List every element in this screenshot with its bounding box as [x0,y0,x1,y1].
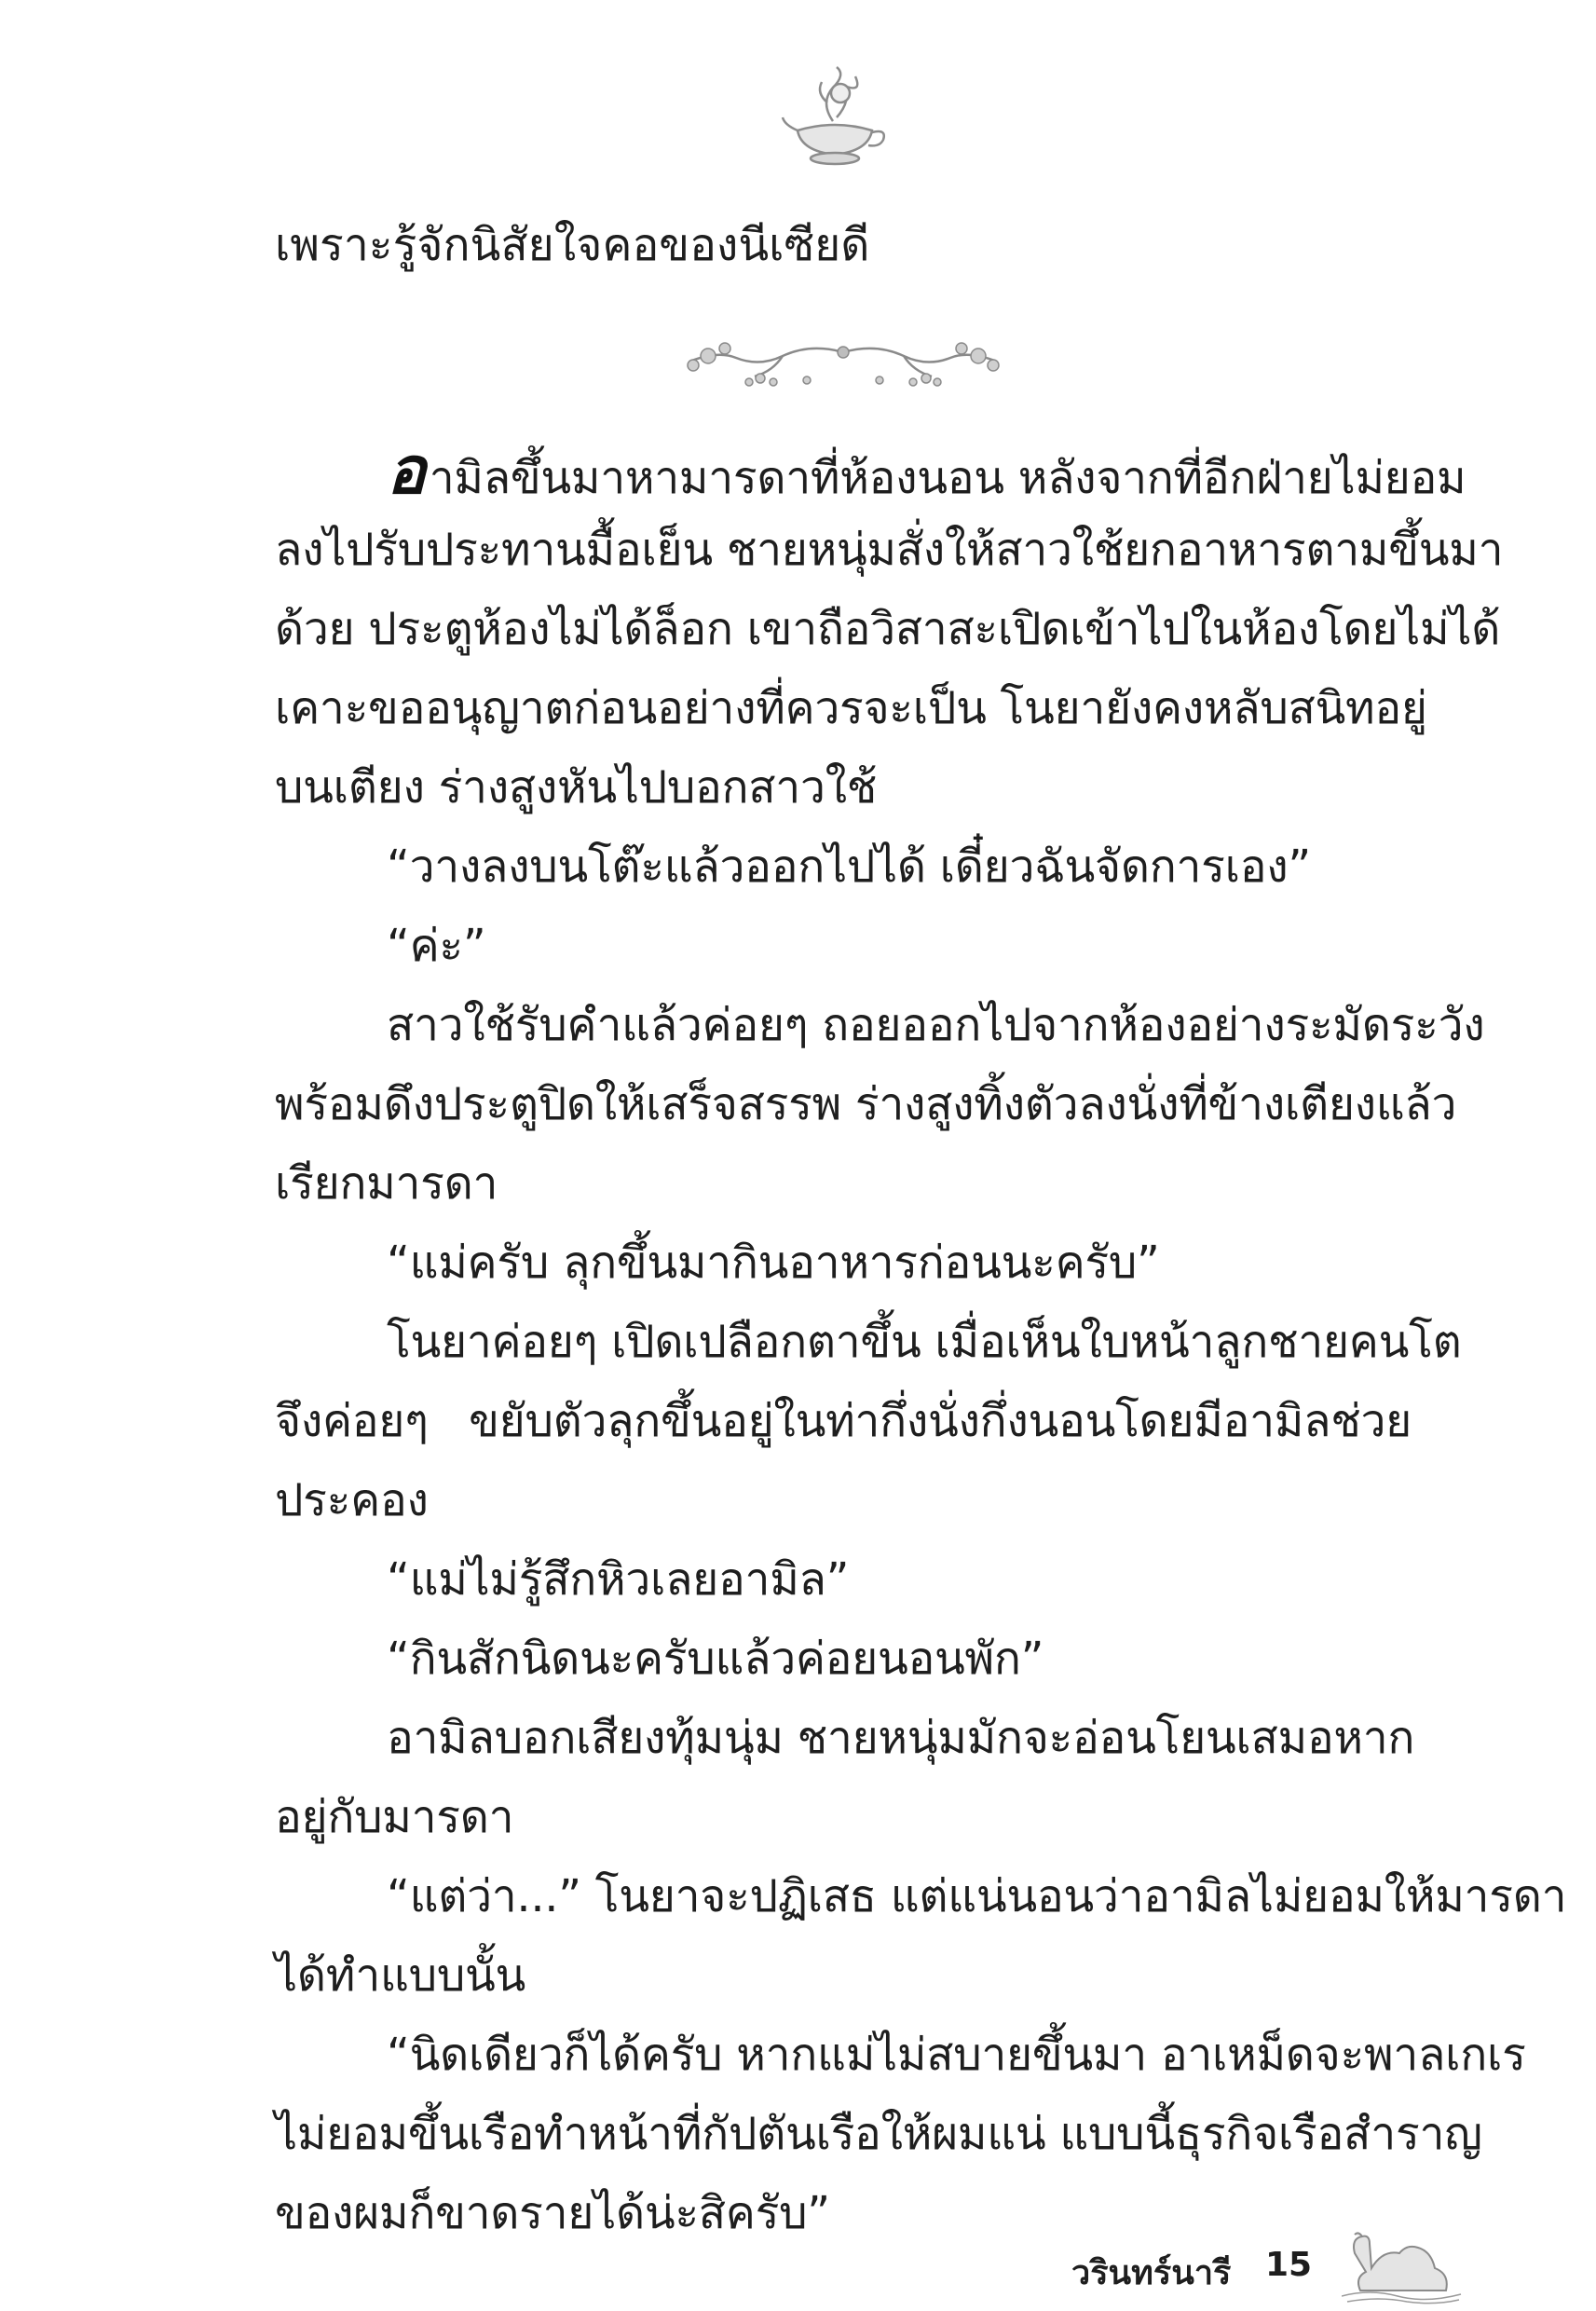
text-line: ได้ทำแบบนั้น [275,1949,526,2002]
text-line: ไม่ยอมขึ้นเรือทำหน้าที่กัปตันเรือให้ผมแน่ แบบนี้ธุรกิจเรือสำราญ [275,2108,1482,2160]
text-line: โนยาค่อยๆ เปิดเปลือกตาขึ้น เมื่อเห็นใบหน้าลูกชายคนโต [387,1316,1462,1368]
text-line: สาวใช้รับคำแล้วค่อยๆ ถอยออกไปจากห้องอย่างระมัดระวัง [387,999,1485,1051]
text-line: ของผมก็ขาดรายได้น่ะสิครับ” [275,2187,830,2239]
dialogue-line: “กินสักนิดนะครับแล้วค่อยนอนพัก” [387,1633,1044,1685]
floral-divider-icon [671,324,1016,399]
text-line: ประคอง [275,1474,429,1526]
book-title: วรินทร์นารี [1071,2254,1232,2292]
intro-line: เพราะรู้จักนิสัยใจคอของนีเซียดี [275,219,870,271]
text-line: เรียกมารดา [275,1157,498,1210]
text-line: อามิลขึ้นมาหามารดาที่ห้องนอน หลังจากที่อีกฝ่ายไม่ยอม [387,432,1466,509]
camel-icon [1342,2216,1463,2305]
dialogue-line: “วางลงบนโต๊ะแล้วออกไปได้ เดี๋ยวฉันจัดการเอง” [387,841,1311,893]
dialogue-line: “แม่ครับ ลุกขึ้นมากินอาหารก่อนนะครับ” [387,1237,1160,1289]
dialogue-line: “ค่ะ” [387,920,486,972]
page-number: 15 [1265,2246,1313,2284]
text-line: จึงค่อยๆ ขยับตัวลุกขึ้นอยู่ในท่ากึ่งนั่งกึ่งนอนโดยมีอามิลช่วย [275,1395,1412,1447]
text-line: อามิลบอกเสียงทุ้มนุ่ม ชายหนุ่มมักจะอ่อนโยนเสมอหาก [387,1712,1415,1764]
dialogue-line: “นิดเดียวก็ได้ครับ หากแม่ไม่สบายขึ้นมา อาเหม็ดจะพาลเกเร [387,2029,1526,2081]
text-line: ลงไปรับประทานมื้อเย็น ชายหนุ่มสั่งให้สาวใช้ยกอาหารตามขึ้นมา [275,524,1504,576]
text-line: อยู่กับมารดา [275,1791,514,1843]
text-line: บนเตียง ร่างสูงหันไปบอกสาวใช้ [275,761,878,814]
text-line: ด้วย ประตูห้องไม่ได้ล็อก เขาถือวิสาสะเปิดเข้าไปในห้องโดยไม่ได้ [275,603,1501,655]
page-footer [1071,2236,1481,2311]
text-line: เคาะขออนุญาตก่อนอย่างที่ควรจะเป็น โนยายังคงหลับสนิทอยู่ [275,682,1427,734]
drop-cap: อ [387,432,426,509]
magic-lamp-icon [779,65,891,170]
text-line: พร้อมดึงประตูปิดให้เสร็จสรรพ ร่างสูงทิ้งตัวลงนั่งที่ข้างเตียงแล้ว [275,1078,1457,1130]
dialogue-line: “แม่ไม่รู้สึกหิวเลยอามิล” [387,1553,850,1606]
dialogue-line: “แต่ว่า...” โนยาจะปฏิเสธ แต่แน่นอนว่าอามิลไม่ยอมให้มารดา [387,1870,1567,1922]
